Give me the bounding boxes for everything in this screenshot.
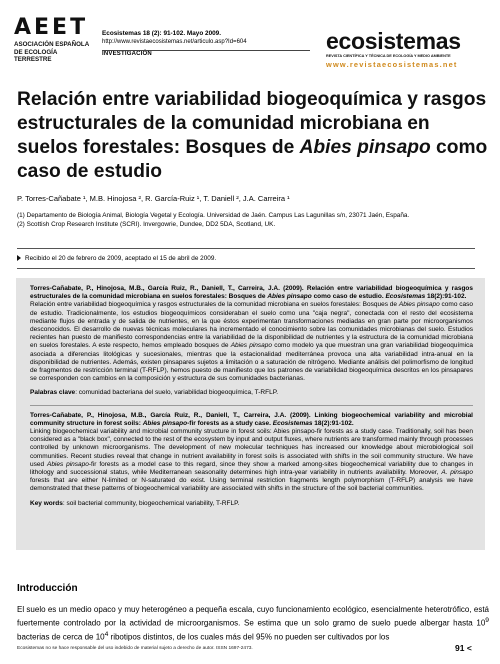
page-number: 91 < (455, 643, 472, 653)
affiliation-2: (2) Scottish Crop Research Institute (SCRI). Invergowrie, Dundee, DD2 5DA, Scotland, UK. (17, 221, 276, 228)
triangle-bullet-icon (17, 255, 21, 261)
aeet-abbr: AEET (14, 15, 89, 40)
article-title: Relación entre variabilidad biogeoquímica y rasgos estructurales de la comunidad microbiana en suelos forestales: Bosques de Abies pinsapo como caso de estudio (17, 89, 488, 182)
journal-url[interactable]: www.revistaecosistemas.net (326, 60, 458, 69)
journal-logo (326, 29, 486, 69)
header-url[interactable]: http://www.revistaecosistemas.net/articulo.asp?Id=604 (102, 39, 247, 45)
divider (17, 268, 475, 269)
header-section: INVESTIGACIÓN (102, 51, 152, 57)
abstract-box (16, 278, 485, 550)
aeet-name: ASOCIACIÓN ESPAÑOLA DE ECOLOGÍA TERRESTRE (14, 41, 90, 63)
keywords-en: Key words: soil bacterial community, biogeochemical variability, T-RFLP. (30, 499, 240, 507)
divider (17, 248, 475, 249)
affiliation-1: (1) Departamento de Biología Animal, Biología Vegetal y Ecología. Universidad de Jaén. Campus Las Lagunillas s/n, 23071 Jaén, España. (17, 212, 410, 219)
page-header (0, 0, 500, 84)
abstract-en-text: Linking biogeochemical variability and microbial community structure in forest soils: Abies pinsapo-fir forests as a study case. Traditionally, soil has been considered as a "black box", connected to the rest of the ecosystem by input and output fluxes, where nutrients are transformed mainly through processes controlled by unknown microorganisms. The development of new molecular techniques has increased our knowledge about microbiological soil communities. Recent studies reveal that change in nutrient availability in forest soils is associated with shifts in the soil community structure. We have used Abies pinsapo-fir forests as a model case to this regard, since they show a marked among-sites biogeochemical variability due to changes in lithology and successional status, while Mediterranean seasonality determines high intra-year variability in nutrients availability. Moreover, A. pinsapo forests that are either N-limited or N-saturated do exist. Using terminal restriction fragments length polymorphism (T-RFLP) analysis we have demonstrated that these patterns of biogeochemical variability are associated with shifts in the structure of the soil bacterial communities. (30, 428, 474, 493)
header-divider (102, 50, 310, 51)
section-heading-intro: Introducción (17, 583, 78, 594)
footer-note: Ecosistemas no se hace responsable del uso indebido de material sujeto a derecho de autor. ISSN 1697-2473. (17, 646, 253, 651)
header-citation: Ecosistemas 18 (2): 91-102. Mayo 2009. (102, 30, 222, 37)
intro-paragraph: El suelo es un medio opaco y muy heterogéneo a pequeña escala, cuyo funcionamiento ecológico, esencialmente heterotrófico, está fuertemente controlado por la actividad de microorganismos. Se estima que un solo gramo de suelo puede albergar hasta $10^9$ bacterias de cerca de $10^4$ ribotipos distintos, de los cuales más del 95% no pueden ser cultivados por los (17, 605, 489, 642)
aeet-logo (14, 17, 94, 64)
keywords-es: Palabras clave: comunidad bacteriana del suelo, variabilidad biogeoquímica, T-RFLP. (30, 389, 279, 397)
journal-subtitle: REVISTA CIENTÍFICA Y TÉCNICA DE ECOLOGÍA Y MEDIO AMBIENTE (326, 54, 451, 58)
journal-name: ecosistemas (326, 28, 461, 54)
abstract-es-citation: Torres-Cañabate, P., Hinojosa, M.B., García Ruiz, R., Daniell, T., Carreira, J.A. (2009). Relación entre variabilidad biogeoquímica y rasgos estructurales de la comunidad microbiana en suelos forestales: Bosques de Abies pinsapo como caso de estudio. Ecosistemas 18(2):91-102. (30, 285, 473, 301)
affiliations (17, 211, 487, 229)
abstract-en-citation: Torres-Cañabate, P., Hinojosa, M.B., García Ruiz, R., Daniell, T., Carreira, J.A. (2009). Linking biogeochemical variability and microbial community structure in forest soils: Abies pinsapo-fir forests as a study case. Ecosistemas 18(2):91-102. (30, 411, 473, 427)
abstract-separator (30, 405, 473, 406)
header-citation-block (102, 30, 302, 58)
abstract-es-text: Relación entre variabilidad biogeoquímica y rasgos estructurales de la comunidad microbiana en suelos forestales: Bosques de Abies pinsapo como caso de estudio. Tradicionalmente, los estudios biogeoquímicos consideraban el suelo como una "caja negra", conectada con el resto del ecosistema mediante flujos de entrada y de salida de nutrientes, en la que éstos experimentan transformaciones mediadas en gran parte por microorganismos desconocidos. El desarrollo de nuevas técnicas moleculares ha incrementado el conocimiento sobre las comunidades microbianas del suelo. Estudios recientes han puesto de manifiesto correspondencias entre la variabilidad de la disponibilidad de nutrientes y la estructura de la comunidad microbiana en suelos forestales. A este respecto, hemos empleado bosques de Abies pinsapo como modelo ya que muestran una gran variabilidad biogeoquímica asociada a diferencias litológicas y sucesionales, mientras que la estacionalidad mediterránea provoca una alta variabilidad intra-anual en la disponibilidad de nutrientes. Además, existen pinsapares sujetos a limitación o a saturación de nitrógeno. Mediante análisis del polimorfismo de longitud de fragmentos de restricción terminal (T-RFLP), hemos puesto de manifiesto que los patrones de variabilidad biogeoquímica descritos en los pinsapares se corresponden con cambios en la composición y estructura de sus comunidades bacterianas. (30, 301, 473, 383)
received-date: Recibido el 20 de febrero de 2009, aceptado el 15 de abril de 2009. (17, 254, 487, 263)
authors: P. Torres-Cañabate ¹, M.B. Hinojosa ², R. García-Ruiz ¹, T. Daniell ², J.A. Carreira ¹ (17, 194, 290, 203)
